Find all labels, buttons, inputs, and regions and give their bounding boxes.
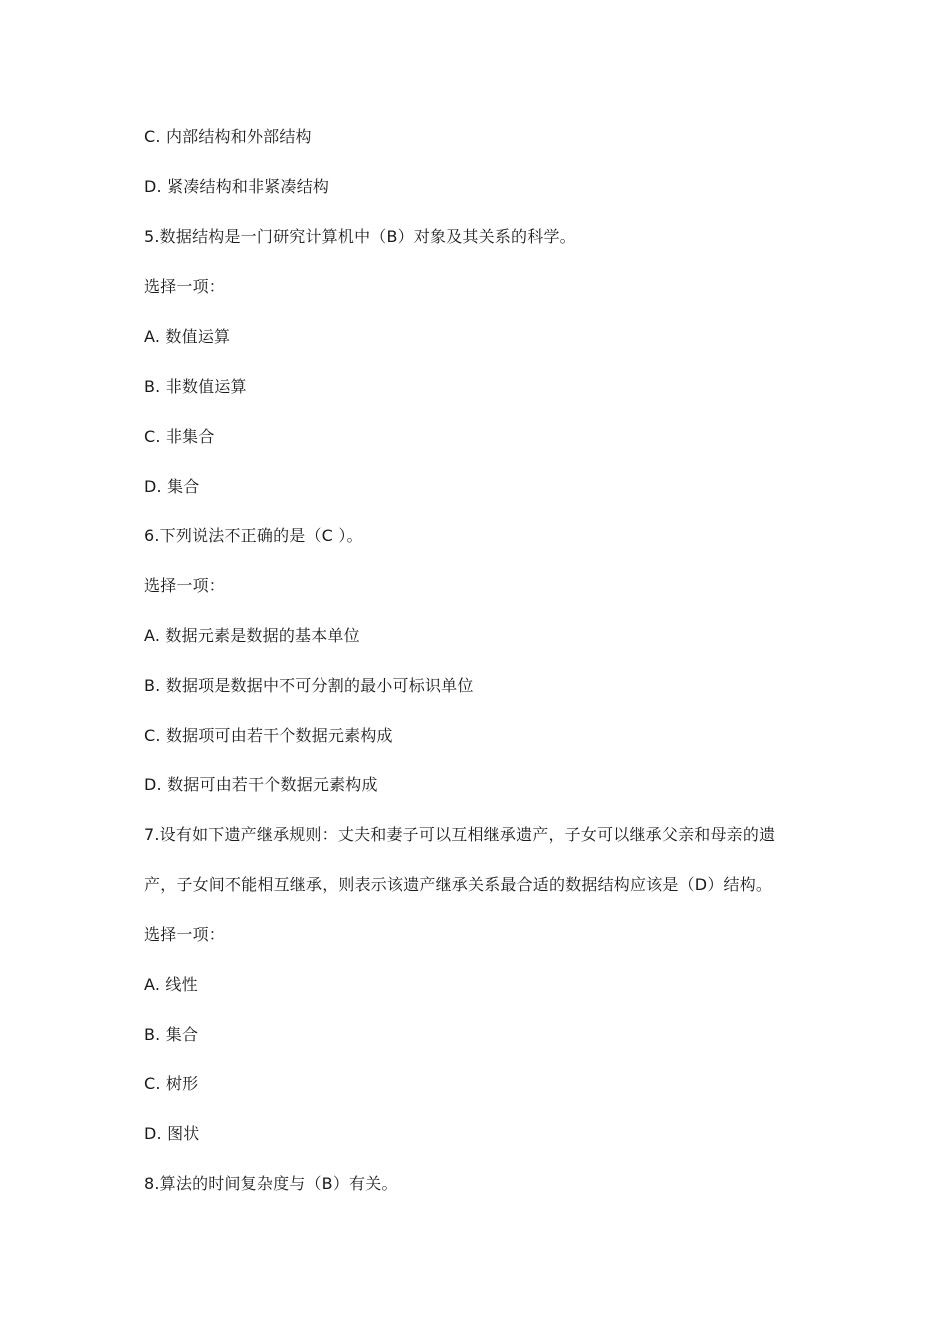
q7-option-a: A. 线性 bbox=[144, 975, 198, 994]
question-7-line-2: 产，子女间不能相互继承，则表示该遗产继承关系最合适的数据结构应该是（D）结构。 bbox=[144, 875, 773, 894]
q6-option-c: C. 数据项可由若干个数据元素构成 bbox=[144, 726, 393, 745]
q6-option-b: B. 数据项是数据中不可分割的最小可标识单位 bbox=[144, 676, 474, 695]
question-6: 6.下列说法不正确的是（C ）。 bbox=[144, 526, 363, 545]
q7-option-d: D. 图状 bbox=[144, 1124, 200, 1143]
q5-choose-one: 选择一项： bbox=[144, 277, 226, 296]
q5-option-b: B. 非数值运算 bbox=[144, 377, 247, 396]
q7-option-c: C. 树形 bbox=[144, 1074, 199, 1093]
q5-option-c: C. 非集合 bbox=[144, 427, 215, 446]
q7-option-b: B. 集合 bbox=[144, 1025, 199, 1044]
q6-choose-one: 选择一项： bbox=[144, 576, 226, 595]
question-5: 5.数据结构是一门研究计算机中（B）对象及其关系的科学。 bbox=[144, 227, 576, 246]
question-7-line-1: 7.设有如下遗产继承规则：丈夫和妻子可以互相继承遗产，子女可以继承父亲和母亲的遗 bbox=[144, 825, 776, 844]
q6-option-d: D. 数据可由若干个数据元素构成 bbox=[144, 775, 378, 794]
q5-option-a: A. 数值运算 bbox=[144, 327, 231, 346]
q4-option-d: D. 紧凑结构和非紧凑结构 bbox=[144, 177, 330, 196]
q7-choose-one: 选择一项： bbox=[144, 925, 226, 944]
q6-option-a: A. 数据元素是数据的基本单位 bbox=[144, 626, 360, 645]
question-8: 8.算法的时间复杂度与（B）有关。 bbox=[144, 1174, 398, 1193]
q5-option-d: D. 集合 bbox=[144, 477, 200, 496]
q4-option-c: C. 内部结构和外部结构 bbox=[144, 127, 312, 146]
